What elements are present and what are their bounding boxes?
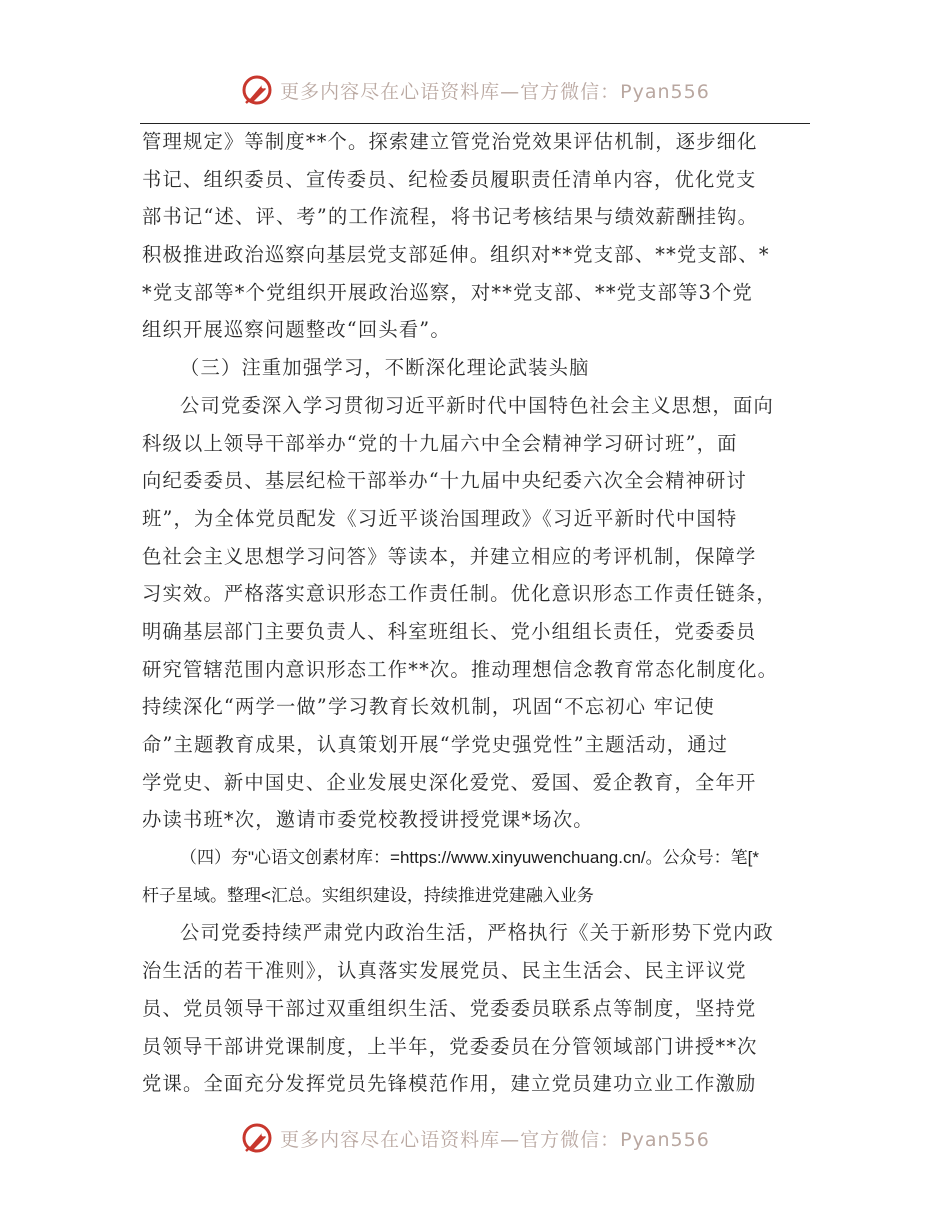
body-line: 班”，为全体党员配发《习近平谈治国理政》《习近平新时代中国特 <box>142 506 738 530</box>
body-line: 组织开展巡察问题整改“回头看”。 <box>142 318 451 342</box>
body-line: 学党史、新中国史、企业发展史深化爱党、爱国、爱企教育，全年开 <box>142 770 757 794</box>
body-line: 积极推进政治巡察向基层党支部延伸。组织对**党支部、**党支部、* <box>142 243 770 267</box>
body-line: 研究管辖范围内意识形态工作**次。推动理想信念教育常态化制度化。 <box>142 657 779 681</box>
body-line: 命”主题教育成果，认真策划开展“学党史强党性”主题活动，通过 <box>142 733 729 756</box>
body-line: 向纪委委员、基层纪检干部举办“十九届中央纪委六次全会精神研讨 <box>142 469 748 493</box>
body-line: *党支部等*个党组织开展政治巡察，对**党支部、**党支部等3个党 <box>142 280 754 304</box>
body-line: 员领导干部讲党课制度，上半年，党委委员在分管领域部门讲授**次 <box>142 1034 758 1058</box>
header-watermark-text: 更多内容尽在心语资料库—官方微信：Pyan556 <box>280 80 710 103</box>
body-line: 办读书班*次，邀请市委党校教授讲授党课*场次。 <box>142 808 594 832</box>
body-line: 公司党委持续严肃党内政治生活，严格执行《关于新形势下党内政 <box>180 921 774 945</box>
section-heading-corrupted-cont: 杆子星域。整理<汇总。实组织建设，持续推进党建融入业务 <box>142 885 594 905</box>
section-heading: （三）注重加强学习，不断深化理论武装头脑 <box>180 356 590 380</box>
body-line: 管理规定》等制度**个。探索建立管党治党效果评估机制，逐步细化 <box>142 130 758 153</box>
body-line: 明确基层部门主要负责人、科室班组长、党小组组长责任，党委委员 <box>142 619 757 643</box>
body-line: 色社会主义思想学习问答》等读本，并建立相应的考评机制，保障学 <box>142 544 757 568</box>
pen-nib-logo-icon <box>240 73 274 107</box>
body-line: 习实效。严格落实意识形态工作责任制。优化意识形态工作责任链条， <box>142 582 777 606</box>
body-line: 治生活的若干准则》，认真落实发展党员、民主生活会、民主评议党 <box>142 959 747 983</box>
body-line: 科级以上领导干部举办“党的十九届六中全会精神学习研讨班”，面 <box>142 431 738 455</box>
section-heading-corrupted: （四）夯"心语文创素材库：=https://www.xinyuwenchuang.cn/。公众号：笔[* <box>180 848 759 868</box>
body-line: 员、党员领导干部过双重组织生活、党委委员联系点等制度，坚持党 <box>142 996 757 1020</box>
body-line: 公司党委深入学习贯彻习近平新时代中国特色社会主义思想，面向 <box>180 393 774 417</box>
footer-watermark-text: 更多内容尽在心语资料库—官方微信：Pyan556 <box>280 1128 710 1151</box>
body-line: 持续深化“两学一做”学习教育长效机制，巩固“不忘初心 牢记使 <box>142 695 716 719</box>
body-line: 党课。全面充分发挥党员先锋模范作用，建立党员建功立业工作激励 <box>142 1072 757 1096</box>
footer-watermark <box>0 1118 950 1158</box>
body-line: 书记、组织委员、宣传委员、纪检委员履职责任清单内容，优化党支 <box>142 167 757 191</box>
document-body <box>142 123 812 1103</box>
body-line: 部书记“述、评、考”的工作流程，将书记考核结果与绩效薪酬挂钩。 <box>142 205 759 229</box>
pen-nib-logo-icon <box>240 1121 274 1155</box>
header-watermark <box>0 70 950 110</box>
